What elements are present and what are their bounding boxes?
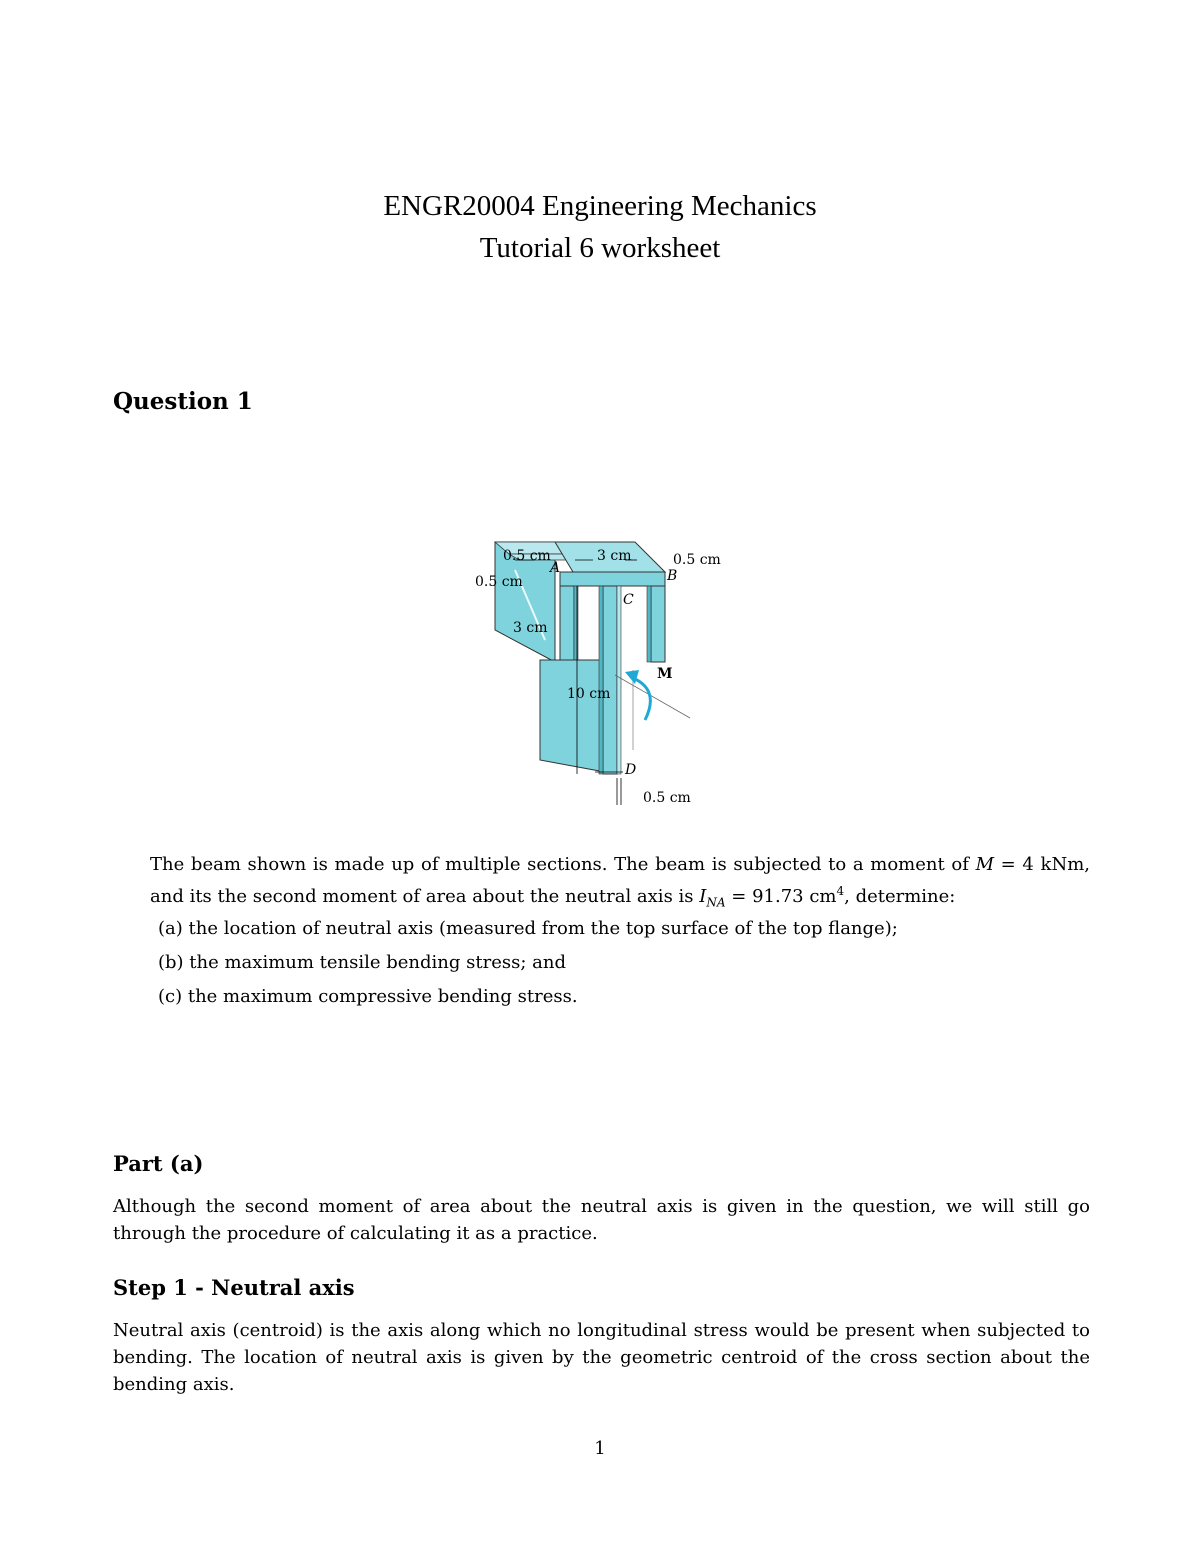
q-na-subscript: NA xyxy=(706,895,726,910)
q-moment-value: = 4 xyxy=(994,854,1034,875)
step1-paragraph: Neutral axis (centroid) is the axis along which no longitudinal stress would be present when subjected to bending. The location of neutral axis is given by the geometric centroid of the cross section about the bending axis. xyxy=(113,1320,1090,1395)
right-leg xyxy=(651,586,665,662)
part-a-paragraph: Although the second moment of area about the neutral axis is given in the question, we will still go through the procedure of calculating it as a practice. xyxy=(113,1196,1090,1244)
point-c-label: C xyxy=(623,592,634,608)
q-text-part2: kNm, and its the second moment of area about the neutral axis is xyxy=(150,854,1090,907)
q-exponent: 4 xyxy=(836,884,845,898)
q-moment-symbol: M xyxy=(975,854,994,875)
web-back xyxy=(540,660,605,772)
page-number: 1 xyxy=(594,1438,606,1459)
beam-figure xyxy=(455,520,745,825)
dim-flange-height: 3 cm xyxy=(513,620,548,636)
step1-heading: Step 1 - Neutral axis xyxy=(113,1275,355,1300)
point-b-label: B xyxy=(667,568,678,584)
list-item-b: (b) the maximum tensile bending stress; and xyxy=(158,952,566,973)
point-d-label: D xyxy=(625,762,637,778)
top-flange-front xyxy=(560,572,665,586)
question-heading: Question 1 xyxy=(113,388,253,415)
q-text-part3: , determine: xyxy=(844,886,956,907)
part-a-heading: Part (a) xyxy=(113,1151,204,1176)
dim-top-mid: 3 cm xyxy=(597,548,632,564)
dim-top-left: 0.5 cm xyxy=(503,548,551,564)
point-a-label: A xyxy=(550,560,561,576)
q-i-value: = 91.73 cm xyxy=(725,886,837,907)
dim-web-height: 10 cm xyxy=(567,686,611,702)
web-front xyxy=(603,586,617,774)
dim-top-right: 0.5 cm xyxy=(673,552,721,568)
q-text-part1: The beam shown is made up of multiple sections. The beam is subjected to a moment of xyxy=(150,854,976,875)
doc-title-line2: Tutorial 6 worksheet xyxy=(479,232,721,264)
dim-left-thick: 0.5 cm xyxy=(475,574,523,590)
q-i-symbol: I xyxy=(699,886,707,907)
list-item-a: (a) the location of neutral axis (measured from the top surface of the top flange); xyxy=(158,918,898,939)
doc-title-line1: ENGR20004 Engineering Mechanics xyxy=(383,190,817,222)
question-paragraph xyxy=(150,851,1090,917)
moment-arrow xyxy=(633,678,650,720)
moment-label: M xyxy=(657,666,673,682)
dim-web-thick: 0.5 cm xyxy=(643,790,691,806)
list-item-c: (c) the maximum compressive bending stress. xyxy=(158,986,578,1007)
